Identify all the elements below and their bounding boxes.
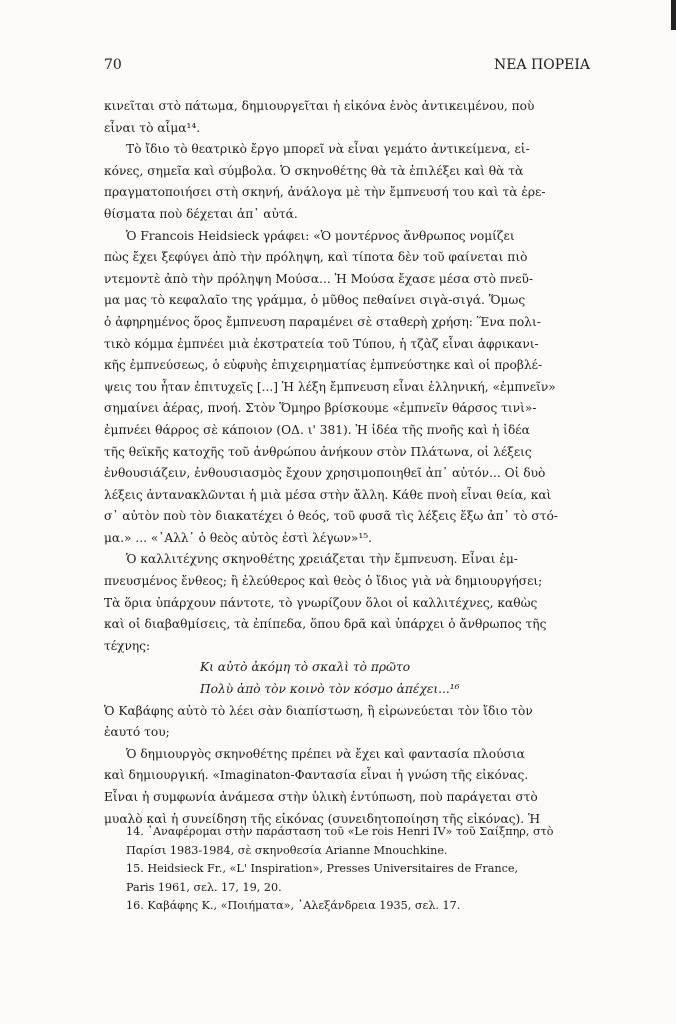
text-line: Ὁ καλλιτέχνης σκηνοθέτης χρειάζεται τὴν ἔμπνευση. Εἶναι ἐμ-: [126, 552, 518, 567]
text-line: τῆς θεϊκῆς κατοχῆς τοῦ ἀνθρώπου ἀνήκουν στὸν Πλάτωνα, οἱ λέξεις: [104, 444, 532, 459]
text-line: σ᾿ αὐτὸν ποὺ τὸν διακατέχει ὁ θεός, τοῦ φυσᾶ τὶς λέξεις ἔξω ἀπ᾿ τὸ στό-: [104, 509, 558, 524]
text-line: τικὸ κόμμα ἐμπνέει μιὰ ἐκστρατεία τοῦ Τύπου, ἡ τζὰζ εἶναι ἀφρικανι-: [104, 336, 539, 351]
text-line: ψεις του ἦταν ἐπιτυχεῖς [...] Ἡ λέξη ἔμπνευση εἶναι ἑλληνική, «ἐμπνεῖν»: [104, 379, 556, 394]
footnote-line: 16. Καβάφης Κ., «Ποιήματα», ᾿Αλεξάνδρεια 1935, σελ. 17.: [126, 899, 461, 913]
text-line: πὼς ἔχει ξεφύγει ἀπὸ τὴν πρόληψη, καὶ τίποτα δὲν τοῦ φαίνεται πιὸ: [104, 250, 528, 265]
text-line: μυαλὸ καὶ ἡ συνείδηση τῆς εἰκόνας (συνειδητοποίηση τῆς εἰκόνας). Ἡ: [104, 811, 541, 826]
text-line: ὁ ἀφηρημένος ὅρος ἔμπνευση παραμένει σὲ σταθερὴ χρήση: Ἕνα πολι-: [104, 314, 541, 329]
text-line: τέχνης:: [104, 638, 151, 653]
text-line: Τὸ ἴδιο τὸ θεατρικὸ ἔργο μπορεῖ νὰ εἶναι γεμάτο ἀντικείμενα, εἰ-: [126, 142, 530, 157]
verse-line: Πολὺ ἀπὸ τὸν κοινὸ τὸν κόσμο ἀπέχει...¹⁶: [200, 682, 460, 697]
footnote-line: Παρίσι 1983-1984, σὲ σκηνοθεσία Arianne Mnouchkine.: [126, 843, 448, 857]
text-line: ἑαυτό του;: [104, 725, 170, 740]
page-number: 70: [104, 57, 122, 73]
text-line: εἶναι τὸ αἷμα¹⁴.: [104, 120, 201, 135]
page-header: [104, 57, 590, 77]
footnote-line: 14. ᾿Αναφέρομαι στὴν παράσταση τοῦ «Le rois Henri IV» τοῦ Σαίξπηρ, στὸ: [126, 825, 554, 838]
text-line: πνευσμένος ἔνθεος; ἢ ἐλεύθερος καὶ θεὸς ὁ ἴδιος γιὰ νὰ δημιουργήσει;: [104, 574, 543, 589]
running-title: ΝΕΑ ΠΟΡΕΙΑ: [494, 57, 590, 73]
text-line: ἐμπνέει θάρρος σὲ κάποιον (ΟΔ. ι' 381). Ἡ ἰδέα τῆς πνοῆς καὶ ἡ ἰδέα: [104, 422, 530, 437]
footnote-line: 15. Heidsieck Fr., «L' Inspiration», Presses Universitaires de France,: [126, 862, 519, 876]
text-line: Ὁ Καβάφης αὐτὸ τὸ λέει σὰν διαπίστωση, ἢ εἰρωνεύεται τὸν ἴδιο τὸν: [104, 703, 533, 718]
text-line: πραγματοποιήσει στὴ σκηνή, ἀνάλογα μὲ τὴν ἔμπνευσή του καὶ τὰ ἐρε-: [104, 185, 546, 200]
text-line: Ὁ Francois Heidsieck γράφει: «Ὁ μοντέρνος ἄνθρωπος νομίζει: [126, 228, 515, 243]
text-line: κινεῖται στὸ πάτωμα, δημιουργεῖται ἡ εἰκόνα ἑνὸς ἀντικειμένου, ποὺ: [104, 99, 535, 113]
text-line: θίσματα ποὺ δέχεται ἀπ᾿ αὐτά.: [104, 206, 298, 221]
text-line: Εἶναι ἡ συμφωνία ἀνάμεσα στὴν ὑλικὴ ἐντύπωση, ποὺ παράγεται στὸ: [104, 790, 538, 804]
verse-line: Κι αὐτὸ ἀκόμη τὸ σκαλὶ τὸ πρῶτο: [200, 660, 411, 675]
text-line: μα μας τὸ κεφαλαῖο της γράμμα, ὁ μῦθος πεθαίνει σιγὰ-σιγά. Ὅμως: [104, 293, 526, 308]
text-line: μα.» ... «᾿Αλλ᾿ ὁ θεὸς αὐτὸς ἐστὶ λέγων»¹⁵.: [104, 530, 372, 545]
text-line: Ὁ δημιουργὸς σκηνοθέτης πρέπει νὰ ἔχει καὶ φαντασία πλούσια: [126, 746, 525, 761]
text-line: καὶ οἱ διαβαθμίσεις, τὰ ἐπίπεδα, ὅπου δρᾶ καὶ ὑπάρχει ὁ ἄνθρωπος τῆς: [104, 617, 547, 632]
text-line: ντεμοντὲ ἀπὸ τὴν πρόληψη Μούσα... Ἡ Μούσα ἔχασε μέσα στὸ πνεῦ-: [104, 271, 534, 286]
text-line: κόνες, σημεῖα καὶ σύμβολα. Ὁ σκηνοθέτης θὰ τὰ ἐπιλέξει καὶ θὰ τὰ: [104, 163, 524, 178]
text-line: Τὰ ὅρια ὑπάρχουν πάντοτε, τὸ γνωρίζουν ὅλοι οἱ καλλιτέχνες, καθὼς: [104, 595, 538, 610]
text-line: λέξεις ἀντανακλῶνται ἡ μιὰ μέσα στὴν ἄλλη. Κάθε πνοὴ εἶναι θεία, καὶ: [104, 487, 552, 502]
text-line: ἐνθουσιάζειν, ἐνθουσιασμὸς ἔχουν χρησιμοποιηθεῖ ἀπ᾿ αὐτόν... Οἱ δυὸ: [104, 466, 546, 481]
text-line: καὶ δημιουργική. «Imaginaton-Φαντασία εἶναι ἡ γνώση τῆς εἰκόνας.: [104, 768, 529, 783]
footnotes: [104, 823, 596, 916]
footnote-line: Paris 1961, σελ. 17, 19, 20.: [126, 880, 282, 894]
text-line: κῆς ἐμπνεύσεως, ὁ εὐφυὴς ἐπιχειρηματίας ἐμπνεύστηκε καὶ οἱ προβλέ-: [104, 358, 543, 373]
page-edge-shadow: [671, 0, 676, 30]
text-line: σημαίνει ἀέρας, πνοή. Στὸν Ὅμηρο βρίσκουμε «ἐμπνεῖν θάρσος τινὶ»-: [104, 401, 537, 416]
body-text: [104, 96, 596, 830]
